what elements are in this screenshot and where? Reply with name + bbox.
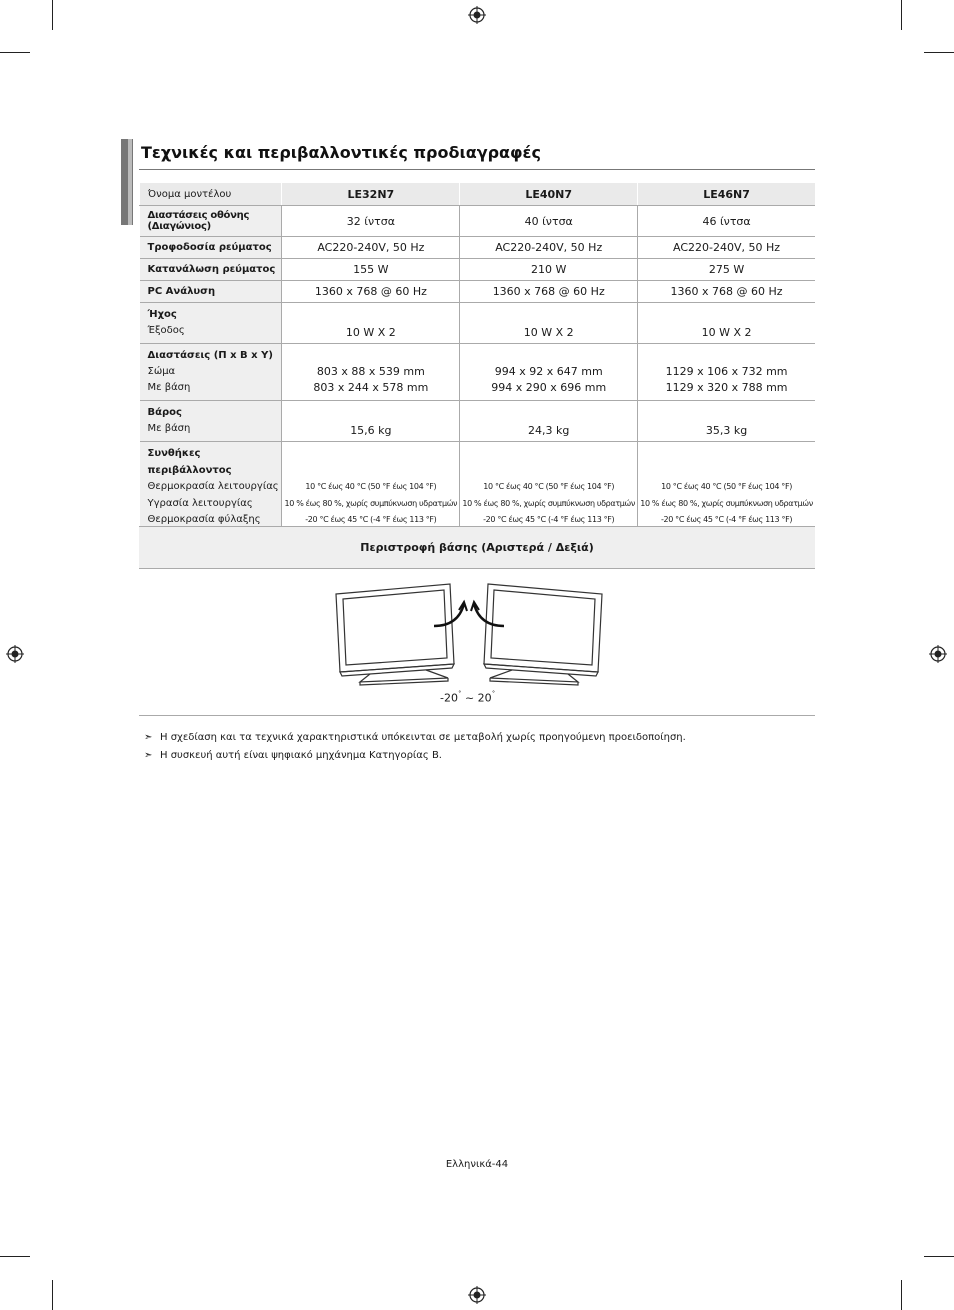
header-model-label: Όνομα μοντέλου: [140, 183, 282, 206]
row-label-weight-group: [140, 401, 282, 442]
title-divider: [139, 169, 815, 170]
cell-weight-3: 35,3 kg: [638, 401, 815, 442]
row-sublabel-stand: Με βάση: [147, 382, 191, 393]
row-label-weight: Βάρος: [147, 407, 182, 418]
row-label-diagonal: Διαστάσεις οθόνης (Διαγώνιος): [140, 206, 282, 237]
cell-consumption-1: 155 W: [282, 259, 460, 281]
crop-mark: [924, 1256, 954, 1257]
cell-dims-1: [282, 344, 460, 401]
angle-left: -20: [440, 691, 458, 705]
cell-pc-1: 1360 x 768 @ 60 Hz: [282, 281, 460, 303]
cell-dims-body-2: 994 x 92 x 647 mm: [494, 365, 603, 378]
page-title: Τεχνικές και περιβαλλοντικές προδιαγραφές: [141, 143, 541, 162]
registration-mark-icon: [929, 645, 947, 663]
degree-symbol: ˚: [491, 691, 496, 699]
cell-power-1: AC220-240V, 50 Hz: [282, 237, 460, 259]
registration-mark-icon: [6, 645, 24, 663]
cell-env-2-op-temp: 10 °C έως 40 °C (50 °F έως 104 °F): [483, 482, 615, 491]
cell-dims-stand-1: 803 x 244 x 578 mm: [313, 381, 429, 394]
table-row: [140, 401, 816, 442]
cell-dims-stand-2: 994 x 290 x 696 mm: [491, 381, 607, 394]
cell-sound-1: 10 W X 2: [282, 303, 460, 344]
table-row: [140, 259, 816, 281]
cell-power-2: AC220-240V, 50 Hz: [460, 237, 638, 259]
cell-dims-stand-3: 1129 x 320 x 788 mm: [665, 381, 788, 394]
cell-pc-3: 1360 x 768 @ 60 Hz: [638, 281, 815, 303]
row-sublabel-op-temp: Θερμοκρασία λειτουργίας: [147, 481, 279, 492]
cell-env-1-store-temp: -20 °C έως 45 °C (-4 °F έως 113 °F): [305, 515, 437, 524]
table-row: [140, 303, 816, 344]
note-item: [144, 750, 442, 761]
cell-env-3-store-temp: -20 °C έως 45 °C (-4 °F έως 113 °F): [660, 515, 793, 524]
degree-symbol: ˚: [457, 691, 462, 699]
row-label-dims: Διαστάσεις (Π x B x Y): [147, 350, 273, 361]
cell-diag-3: 46 ίντσα: [638, 206, 815, 237]
cell-env-2-op-humidity: 10 % έως 80 %, χωρίς συμπύκνωση υδρατμών: [462, 498, 636, 508]
cell-env-1-op-humidity: 10 % έως 80 %, χωρίς συμπύκνωση υδρατμών: [284, 498, 458, 508]
cell-env-3-op-humidity: 10 % έως 80 %, χωρίς συμπύκνωση υδρατμών: [640, 498, 813, 508]
row-label-sound-group: [140, 303, 282, 344]
cell-dims-3: [638, 344, 815, 401]
cell-weight-2: 24,3 kg: [460, 401, 638, 442]
table-row: [140, 281, 816, 303]
table-row: [140, 237, 816, 259]
row-label-dims-group: [140, 344, 282, 401]
cell-power-3: AC220-240V, 50 Hz: [638, 237, 815, 259]
crop-mark: [0, 52, 30, 53]
row-label-consumption: Κατανάλωση ρεύματος: [140, 259, 282, 281]
cell-weight-1: 15,6 kg: [282, 401, 460, 442]
cell-diag-1: 32 ίντσα: [282, 206, 460, 237]
row-label-pc-resolution: PC Ανάλυση: [140, 281, 282, 303]
row-sublabel-op-humidity: Υγρασία λειτουργίας: [147, 497, 253, 509]
crop-mark: [52, 1280, 53, 1310]
cell-dims-body-1: 803 x 88 x 539 mm: [316, 365, 425, 378]
note-text: Η συσκευή αυτή είναι ψηφιακό μηχάνημα Κατηγορίας B.: [160, 750, 442, 761]
page-number: Ελληνικά-44: [445, 1159, 509, 1170]
cell-dims-body-3: 1129 x 106 x 732 mm: [665, 365, 788, 378]
cell-env-1-op-temp: 10 °C έως 40 °C (50 °F έως 104 °F): [305, 482, 437, 491]
cell-consumption-2: 210 W: [460, 259, 638, 281]
registration-mark-icon: [468, 6, 486, 24]
row-label-sound: Ήχος: [147, 309, 177, 320]
cell-pc-2: 1360 x 768 @ 60 Hz: [460, 281, 638, 303]
header-model-3: LE46N7: [638, 183, 815, 206]
table-header-row: [140, 183, 816, 206]
note-arrow-icon: ➣: [144, 750, 153, 761]
cell-diag-2: 40 ίντσα: [460, 206, 638, 237]
note-text: Η σχεδίαση και τα τεχνικά χαρακτηριστικά υπόκεινται σε μεταβολή χωρίς προηγούμενη προειδοποίηση.: [160, 732, 686, 743]
note-arrow-icon: ➣: [144, 732, 153, 743]
row-sublabel-weight-stand: Με βάση: [147, 423, 191, 434]
cell-sound-3: 10 W X 2: [638, 303, 815, 344]
row-sublabel-store-temp: Θερμοκρασία φύλαξης: [147, 514, 261, 525]
stand-rotation-title: Περιστροφή βάσης (Αριστερά / Δεξιά): [139, 526, 815, 569]
table-row: [140, 206, 816, 237]
crop-mark: [52, 0, 53, 30]
cell-env-3-op-temp: 10 °C έως 40 °C (50 °F έως 104 °F): [661, 482, 792, 491]
header-model-1: LE32N7: [282, 183, 460, 206]
header-model-2: LE40N7: [460, 183, 638, 206]
row-label-env: Συνθήκες περιβάλλοντος: [147, 448, 232, 476]
section-divider: [139, 715, 815, 716]
crop-mark: [924, 52, 954, 53]
row-sublabel-body: Σώμα: [147, 366, 176, 377]
section-marker-inner: [128, 139, 132, 225]
table-row: [140, 344, 816, 401]
registration-mark-icon: [468, 1286, 486, 1304]
crop-mark: [901, 0, 902, 30]
cell-sound-2: 10 W X 2: [460, 303, 638, 344]
note-item: [144, 732, 686, 743]
row-label-power: Τροφοδοσία ρεύματος: [140, 237, 282, 259]
cell-dims-2: [460, 344, 638, 401]
crop-mark: [901, 1280, 902, 1310]
tv-rotation-illustration-icon: [330, 580, 620, 688]
cell-consumption-3: 275 W: [638, 259, 815, 281]
cell-env-2-store-temp: -20 °C έως 45 °C (-4 °F έως 113 °F): [483, 515, 615, 524]
row-sublabel-output: Έξοδος: [147, 325, 185, 336]
angle-separator: ~ 20: [461, 691, 492, 705]
crop-mark: [0, 1256, 30, 1257]
spec-table: [139, 183, 815, 550]
rotation-angle: [440, 691, 495, 705]
